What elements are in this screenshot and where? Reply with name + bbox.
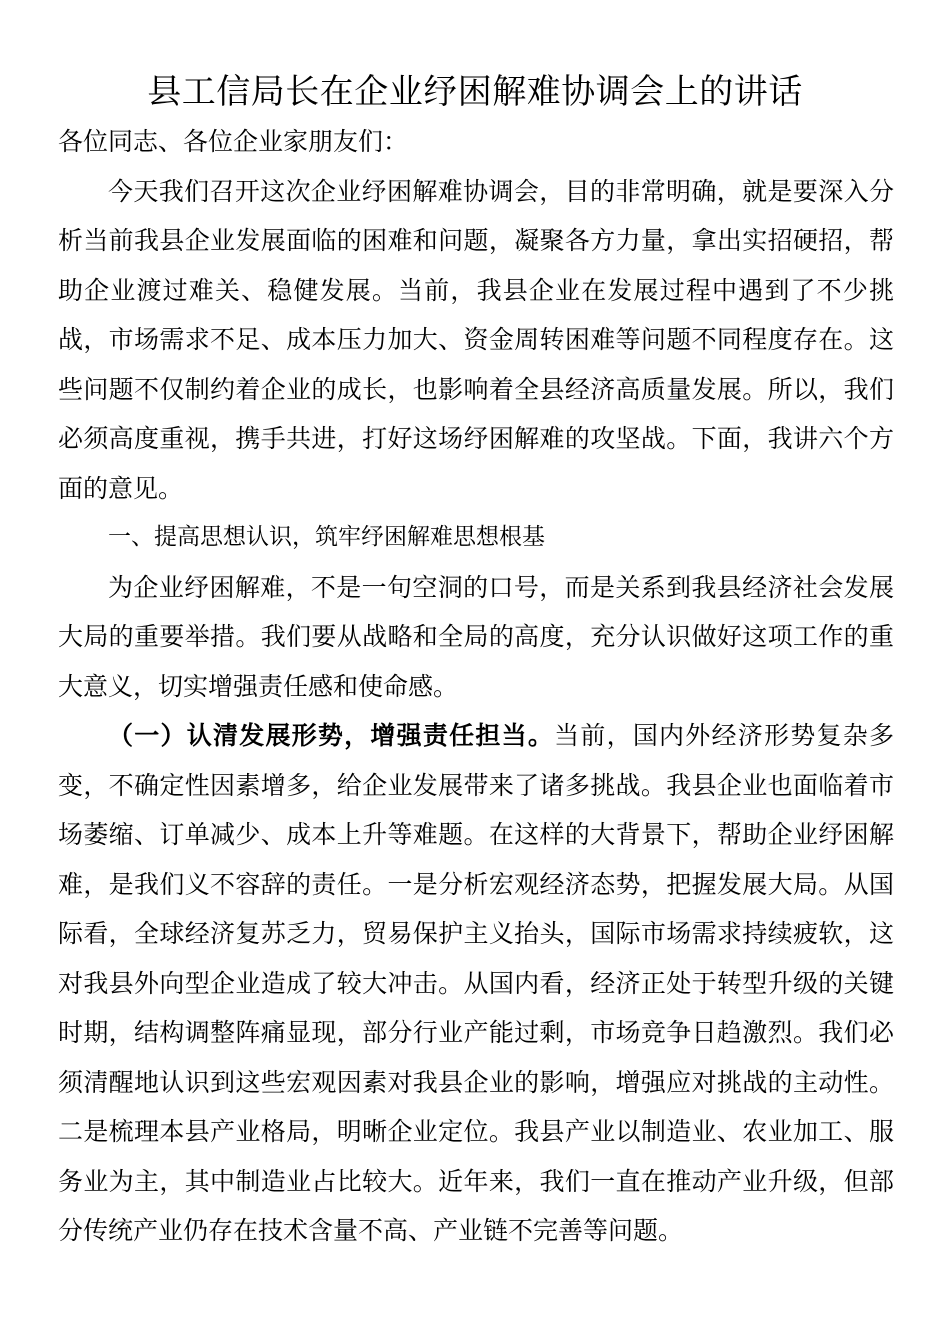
subsection-text: 当前，国内外经济形势复杂多变，不确定性因素增多，给企业发展带来了诸多挑战。我县企业也面临着市场萎缩、订单减少、成本上升等难题。在这样的大背景下，帮助企业纾困解难，是我们义不容辞的责任。一是分析宏观经济态势，把握发展大局。从国际看，全球经济复苏乏力，贸易保护主义抬头，国际市场需求持续疲软，这对我县外向型企业造成了较大冲击。从国内看，经济正处于转型升级的关键时期，结构调整阵痛显现，部分行业产能过剩，市场竞争日趋激烈。我们必须清醒地认识到这些宏观因素对我县企业的影响，增强应对挑战的主动性。二是梳理本县产业格局，明晰企业定位。我县产业以制造业、农业加工、服务业为主，其中制造业占比较大。近年来，我们一直在推动产业升级，但部分传统产业仍存在技术含量不高、产业链不完善等问题。: [58, 721, 894, 1245]
salutation: 各位同志、各位企业家朋友们：: [58, 127, 409, 156]
document-title: 县工信局长在企业纾困解难协调会上的讲话: [147, 72, 803, 112]
section-intro-paragraph: 为企业纾困解难，不是一句空洞的口号，而是关系到我县经济社会发展大局的重要举措。我们要从战略和全局的高度，充分认识做好这项工作的重大意义，切实增强责任感和使命感。: [58, 572, 894, 701]
subsection-lead: （一）认清发展形势，增强责任担当。: [108, 721, 555, 750]
document-body: [58, 117, 894, 1256]
section-heading: 一、提高思想认识，筑牢纾困解难思想根基: [108, 524, 545, 550]
opening-paragraph: 今天我们召开这次企业纾困解难协调会，目的非常明确，就是要深入分析当前我县企业发展面临的困难和问题，凝聚各方力量，拿出实招硬招，帮助企业渡过难关、稳健发展。当前，我县企业在发展过程中遇到了不少挑战，市场需求不足、成本压力加大、资金周转困难等问题不同程度存在。这些问题不仅制约着企业的成长，也影响着全县经济高质量发展。所以，我们必须高度重视，携手共进，打好这场纾困解难的攻坚战。下面，我讲六个方面的意见。: [58, 176, 894, 503]
subsection-paragraph: [58, 711, 894, 1256]
